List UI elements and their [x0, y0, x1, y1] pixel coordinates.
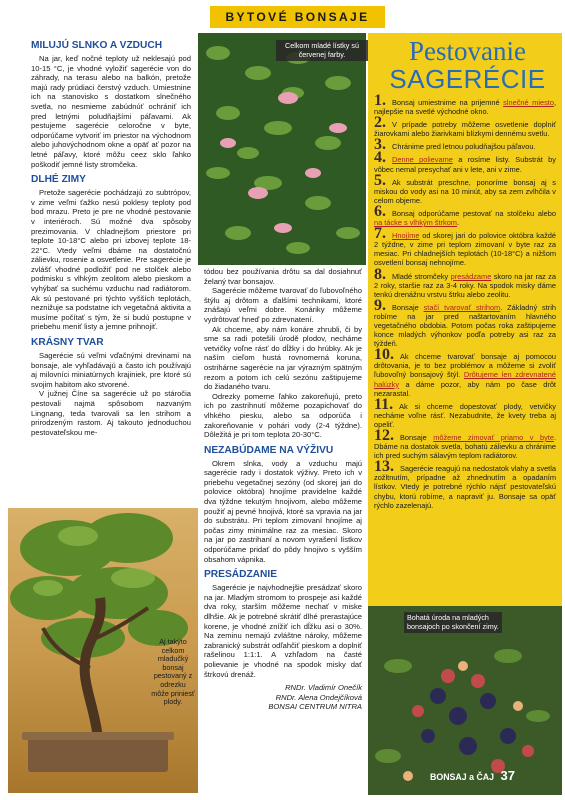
tip-number: 1.: [374, 92, 386, 109]
tip-text: od skorej jari do polovice októbra každé 2 týždne, v zime pri teplom zimovaní v byte raz za mesiac. Pri chladnejších teplotách (10-18°C) a nižšom osvetlení bonsaj nehnojíme.: [374, 231, 556, 268]
tip-item: [374, 225, 556, 268]
tip-number: 12.: [374, 427, 394, 444]
column-1: [31, 40, 191, 437]
tip-item: [374, 296, 556, 349]
tip-text: . Dbáme na dostatok svetla, bohatú zálievku a chránime ich pred suchým sálavým teplom radiátorov.: [374, 433, 556, 461]
author-2: RNDr. Alena Ondejčíková: [275, 692, 362, 702]
paragraph: Pretože sagerécie pochádzajú zo subtrópov, v zime veľmi ťažko nesú poklesy teploty pod bod mrazu. Preto je pre ne vhodné pestovanie v interiéroch. Sú možné dva spôsoby prezimovania. V chladnejšom priestore pri teplote 10-18°C alebo pri izbovej teplote 18-22°C. Vtedy veľmi dbáme na dostatočnú zálievku, rosenie a osvetlenie. Pre sagerécie je zvlášť vhodné podložiť pod ne stolček alebo podmisku s vlhkým zeolitom alebo pieskom a vyhýbať sa suchému vzduchu nad radiátorom. Ak sú pestované pri týchto vyšších teplotách, neznižuje sa podstatne ich vegetačná aktivita a musíme počítať s tým, že si budú postupne v priebehu meniť listy a jemne prihnojiť.: [31, 188, 191, 332]
paragraph: tódou bez používania drôtu sa dal dosiahnuť želaný tvar bonsajov.: [204, 267, 362, 286]
tip-item: [374, 136, 556, 154]
author-1: RNDr. Vladimír Onečík: [285, 683, 362, 693]
berries-photo: [368, 606, 562, 795]
tip-number: 2.: [374, 114, 386, 132]
tip-highlight: na tácke s vlhkým štrkom: [374, 218, 457, 228]
tip-item: [374, 202, 556, 228]
tip-text: Bonsaje: [392, 302, 424, 312]
tip-item: [374, 92, 556, 117]
tip-item: [374, 395, 556, 429]
caption-bonsai: Aj takýto celkom mladučký bonsaj pestovaný z odrezku môže priniesť plody.: [151, 637, 195, 707]
tip-highlight: stačí tvarovať strihom: [423, 302, 501, 312]
tip-highlight: môžeme zimovať priamo v byte: [433, 433, 554, 442]
paragraph: Na jar, keď nočné teploty už neklesajú pod 10-15 °C, je vhodné vyložiť sagerécie von do záhrady, na terasu alebo na balkón, pretože majú rady prúdiaci čerstvý vzduch. Umiestnine ich na stanovisko s dostatkom slnečného svetla, no nesmieme zabúdnúť ochrániť ich pred letnými poludňajšími páľavami. Ak pestujeme sagerécie celoročne v byte, odporúčame vytvoriť im priestor na východnom alebo juhovýchodnom okne a opäť ať pozor na letné páľavy, ktoré môžu ceez sklo ľahko poškodiť jemné listy stromčeka.: [31, 54, 191, 169]
tip-number: 4.: [374, 149, 386, 167]
tip-highlight: Hnojíme: [392, 231, 420, 241]
leaves-photo: [198, 33, 366, 265]
tip-highlight: slnečné miesto: [503, 98, 554, 107]
caption-leaves: Celkom mladé lístky sú červenej farby.: [276, 40, 368, 61]
paragraph: Sagerécie môžeme tvarovať do ľubovoľného štýlu aj drôtom a ďalšími technikami, ktoré znášajú veľmi dobre. Konáriky môžeme vydrôtovať hneď po zdrevnatení.: [204, 286, 362, 324]
caption-berries: Bohatá úroda na mladých bonsajoch po skončení zimy.: [404, 612, 502, 633]
tip-text: Bonsaje: [400, 433, 434, 442]
tip-text: Mladé stromčeky: [392, 271, 451, 281]
tip-text: skoro na jar raz za 2 roky, staršie raz za 3-4 roky. Na spodok misky dáme tenkú drenážnu vrstvu štrku alebo zeolitu.: [374, 271, 556, 299]
tip-number: 5.: [374, 171, 386, 189]
heading-presadzanie: PRESÁDZANIE: [204, 569, 278, 581]
tip-number: 9.: [374, 296, 386, 314]
footer-magazine: [430, 768, 515, 783]
tip-text: a dáme pozor, aby nám po čase drôt nezarastal.: [374, 379, 556, 398]
tip-number: 11.: [374, 395, 394, 413]
paragraph: Sagerécie je najvhodnejšie presádzať skoro na jar. Mladým stromom to prospeje asi každé dva roky, starším môžeme nechať v miske dlhšie. Ak je potrebné skrátiť dlhé prerastajúce korene, je vhodné znížiť ich dĺžku asi o 30%. Na zeminu nemajú zvláštne nároky, môžeme zabranický substrát odľahčiť pieskom a doplniť rašelinou 1:1:1. A vzhľadom na časté polievanie je vhodné na spodok misky dať štrkovú drenáž.: [204, 583, 362, 679]
tip-item: [374, 346, 556, 398]
author-org: BONSAI CENTRUM NITRA: [268, 702, 362, 712]
tip-text: . Základný strih robíme na jar pred naštartovaním hlavného vegetačného obdobia. Potom počas roka zaštipujeme konce mladých výhonkov podľa potreby asi raz za týždeň.: [374, 302, 556, 349]
tip-number: 3.: [374, 136, 386, 154]
heading-slnko: MILUJÚ SLNKO A VZDUCH: [31, 40, 163, 51]
tip-text: Ak chceme tvarovať bonsaje aj pomocou drôtovania, je to bez problémov a môžeme si zvoliť ľubovoľný bonsajový štýl.: [374, 352, 556, 380]
paragraph: Okrem slnka, vody a vzduchu majú sagerécie rady i dostatok výživy. Preto ich v priebehu vegetačnej sezóny (od skorej jari do polovice októbra) hnojíme pravidelne každé dva týždne tekutým hnojivom, alebo môžeme použiť aj pevné hnojivá, ktoré sa vpravia na jar do substrátu. Pri teplom zimovaní hnojíme aj počas zimy minimálne raz za mesiac. Skoro na jar po zastrihaní a novom vyrašení lístkov odporúčame pridať do pôdy hnojivo s vyšším obsahom vápnika.: [204, 458, 362, 564]
page-number: 37: [500, 768, 515, 783]
tip-number: 13.: [374, 458, 394, 476]
paragraph: V južnej Číne sa sagerécie už po stáročia pestovali najmä spôsobom nazvaným Lingnang, teda tvarovali sa len strihom a prirodzeným rastom. Aj takouto jednoduchou pestovateľskou me-: [31, 389, 191, 437]
tip-text: Ak substrát preschne, ponoríme bonsaj aj s miskou do vody asi na 10 minút, aby sa zem zvlhčila v celom objeme.: [374, 177, 556, 205]
heading-tvar: KRÁSNY TVAR: [31, 337, 104, 349]
tip-number: 6.: [374, 202, 386, 220]
tip-item: [374, 114, 556, 139]
tips-title-1: Pestovanie: [409, 36, 526, 66]
tips-title-2: SAGERÉCIE: [389, 64, 546, 94]
tip-highlight: Denne polievame: [392, 155, 453, 165]
tip-text: .: [456, 218, 460, 228]
tip-number: 10.: [374, 346, 394, 364]
tip-text: a rosíme listy. Substrát by vôbec nemal presychať ani v lete, ani v zime.: [374, 155, 556, 174]
paragraph: Sagerécie sú veľmi vďačnými drevinami na bonsaje, ale vyhľadávajú a často ich používajú aj milovníci miniatúrnych krajiniek, pre ktoré sú svojim habitom ako stvorené.: [31, 351, 191, 389]
tip-number: 7.: [374, 225, 386, 243]
tip-item: [374, 171, 556, 205]
tip-text: Bonsaj odporúčame pestovať na stolčeku alebo: [392, 208, 556, 218]
tip-number: 8.: [374, 265, 386, 283]
tip-text: Bonsaj umiestnime na prijemné: [392, 98, 504, 107]
tip-highlight: Drôtujeme len zdrevnatené halúzky: [374, 370, 556, 389]
section-label: BYTOVÉ BONSAJE: [225, 10, 370, 24]
tip-item: [374, 265, 556, 299]
column-2: [204, 267, 362, 712]
tip-item: [374, 458, 556, 510]
tip-item: [374, 427, 556, 461]
heading-zimy: DLHÉ ZIMY: [31, 174, 86, 186]
tip-text: Sagerécie reagujú na nedostatok vlahy a svetla zožltnutím, prípadne až zhnednutím a opadaním lístkov. Vtedy je potrebné rýchlo nájsť pestovateľskú chybu, ktorú robíme, a napraviť ju. Bonsaje sa opäť rýchlo zazelenajú.: [374, 464, 556, 510]
paragraph: Odrezky pomerne ľahko zakoreňujú, preto ich po zastrihnutí môžeme pozapichovať do vlhkého piesku, alebo sa odporúča i zakoreňovanie v pohári vody (2-4 týždne). Dôležitá je pri tom teplota 20-30°C.: [204, 391, 362, 440]
tip-text: , najlepšie na svetlé východné okno.: [374, 98, 556, 117]
magazine-name: BONSAJ a ČAJ: [430, 772, 495, 782]
tip-highlight: presádzame: [450, 271, 492, 281]
heading-vyziva: NEZABÚDAME NA VÝŽIVU: [204, 444, 334, 456]
tip-text: V prípade potreby môžeme osvetlenie doplniť žiarovkami alebo žiarivkami blízkymi dennému svetlu.: [374, 120, 556, 139]
paragraph: Ak chceme, aby nám konáre zhrubli, či by sme sa radi potešili úrodě plodov, necháme vetvičky voľne rásť do dĺžky i do hrúbky. Ak je naším cieľom hustá rovnomerná koruna, ostrihárne sagerécie na jar výrazným spätným rezom a potom ich celú sezónu zaštipujeme do žiadaného tvaru.: [204, 324, 362, 392]
tips-list: [374, 92, 556, 512]
tip-item: [374, 149, 556, 174]
tip-text: Chránime pred letnou poludňajšou páľavou.: [392, 142, 536, 152]
tip-text: Ak si chceme dopestovať plody, vetvičky necháme voľne rásť. Nezabudnite, že kvety treba aj opeliť.: [374, 401, 556, 429]
